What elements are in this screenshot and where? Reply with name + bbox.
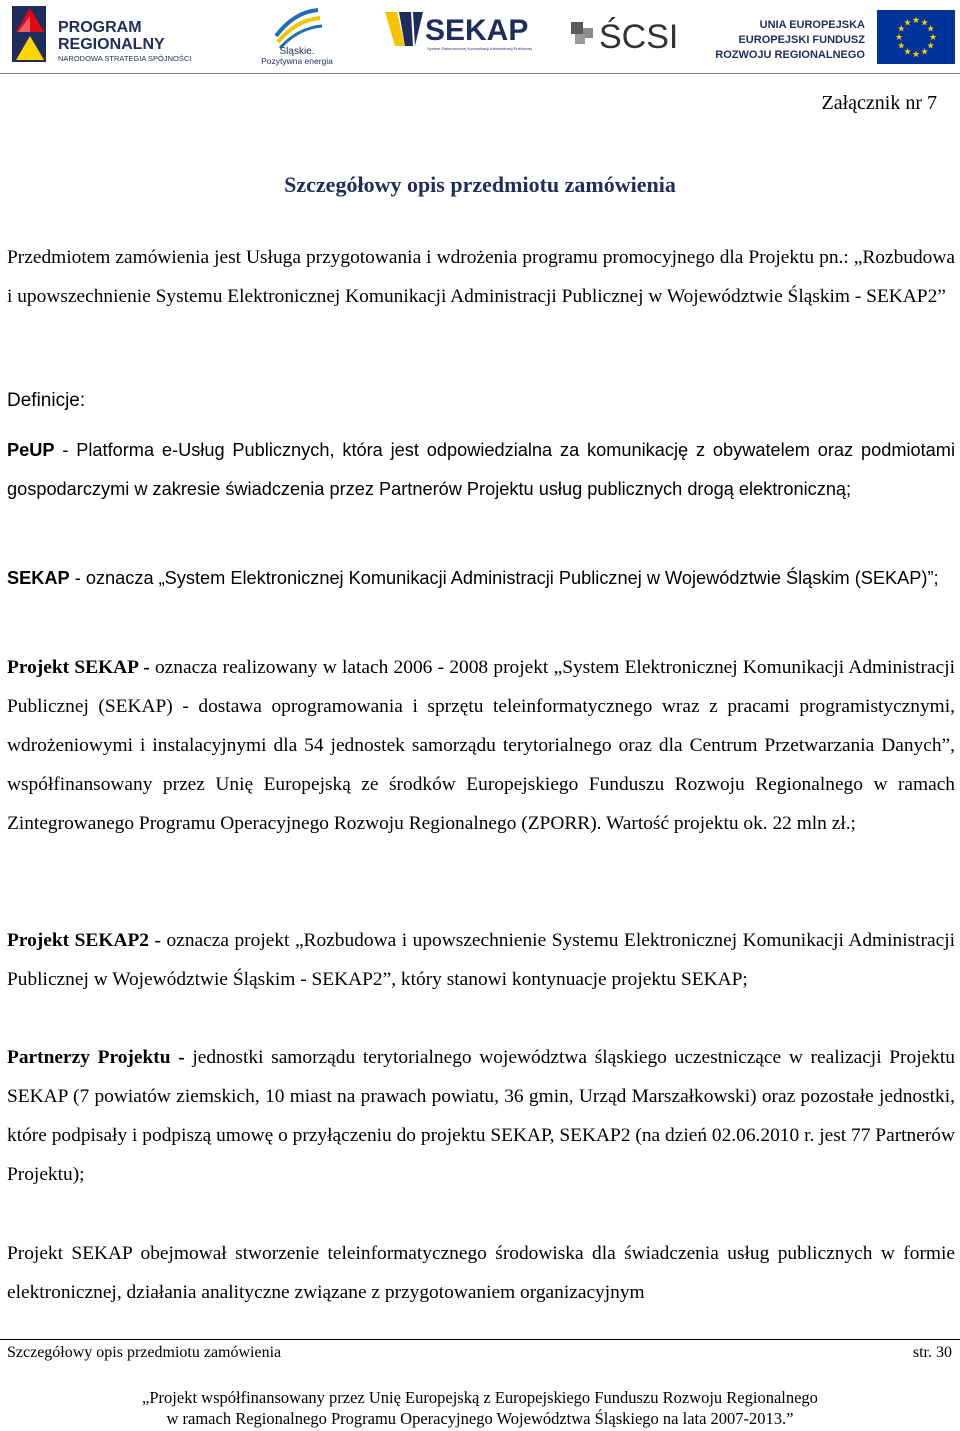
svg-text:System Elektronicznej Komunika: System Elektronicznej Komunikacji Administracji Publicznej — [427, 46, 532, 51]
definition-text: oznacza realizowany w latach 2006 - 2008 projekt „System Elektronicznej Komunikacji Administracji Publicznej (SEKAP) - dostawa oprogramowania i sprzętu teleinformatycznego wraz z pracami programistycznymi, wdrożeniowymi i instalacyjnymi dla 54 jednostek samorządu terytorialnego oraz dla Centrum Przetwarzania Danych”, współfinansowany przez Unię Europejską ze środków Europejskiego Funduszu Rozwoju Regionalnego w ramach Zintegrowanego Programu Operacyjnego Rozwoju Regionalnego (ZPORR). Wartość projektu ok. 22 mln zł.; — [7, 657, 955, 834]
eu-star-icon: ★ — [928, 33, 938, 43]
svg-text:UNIA EUROPEJSKA: UNIA EUROPEJSKA — [759, 19, 865, 31]
definition-projekt-sekap2 — [7, 921, 955, 999]
svg-text:Śląskie.: Śląskie. — [279, 46, 315, 57]
eu-star-icon: ★ — [911, 16, 921, 26]
eu-star-icon: ★ — [920, 47, 929, 58]
definitions-heading: Definicje: — [7, 390, 86, 411]
eu-star-icon: ★ — [926, 41, 935, 52]
eu-star-icon: ★ — [894, 33, 904, 43]
cofinancing-note-line2: w ramach Regionalnego Programu Operacyjnego Województwa Śląskiego na lata 2007-2013.” — [166, 1409, 794, 1428]
document-title: Szczegółowy opis przedmiotu zamówienia — [284, 172, 676, 197]
slaskie-logo — [254, 2, 340, 66]
svg-text:ROZWOJU REGIONALNEGO: ROZWOJU REGIONALNEGO — [715, 49, 865, 61]
svg-text:Pozytywna energia: Pozytywna energia — [261, 56, 333, 66]
definition-sekap — [7, 559, 955, 598]
eu-star-icon: ★ — [897, 41, 906, 52]
footer-title: Szczegółowy opis przedmiotu zamówienia — [7, 1344, 282, 1361]
definition-text: jednostki samorządu terytorialnego województwa śląskiego uczestniczące w realizacji Projektu SEKAP (7 powiatów ziemskich, 10 miast na prawach powiatu, 36 gmin, Urząd Marszałkowski) oraz pozostałe jednostki, które podpisały i podpiszą umowę o przyłączeniu do projektu SEKAP, SEKAP2 (na dzień 02.06.2010 r. jest 77 Partnerów Projektu); — [7, 1047, 955, 1185]
definition-term: Partnerzy Projektu - — [7, 1047, 185, 1068]
eu-star-icon: ★ — [897, 24, 906, 35]
definition-partnerzy — [7, 1038, 955, 1194]
page-number: str. 30 — [912, 1344, 952, 1361]
definition-term: Projekt SEKAP2 - — [7, 930, 161, 951]
sekap-logo — [381, 2, 532, 66]
scsi-logo — [569, 2, 709, 66]
eu-star-icon: ★ — [903, 18, 912, 29]
svg-text:EUROPEJSKI FUNDUSZ: EUROPEJSKI FUNDUSZ — [738, 34, 865, 46]
eu-logo — [715, 2, 957, 66]
cofinancing-note-line1: „Projekt współfinansowany przez Unię Europejską z Europejskiego Funduszu Rozwoju Regionalnego — [142, 1388, 818, 1407]
closing-paragraph: Projekt SEKAP obejmował stworzenie teleinformatycznego środowiska dla świadczenia usług publicznych w formie elektronicznej, działania analityczne związane z przygotowaniem organizacyjnym — [7, 1243, 955, 1303]
eu-star-icon: ★ — [903, 47, 912, 58]
eu-star-icon: ★ — [926, 24, 935, 35]
definition-term: Projekt SEKAP - — [7, 657, 150, 678]
definition-term: PeUP — [7, 440, 55, 460]
svg-text:NARODOWA STRATEGIA SPÓJNOŚCI: NARODOWA STRATEGIA SPÓJNOŚCI — [58, 54, 192, 63]
svg-text:ŚCSI: ŚCSI — [599, 18, 679, 56]
eu-star-icon: ★ — [920, 18, 929, 29]
definition-text: oznacza projekt „Rozbudowa i upowszechnienie Systemu Elektronicznej Komunikacji Administracji Publicznej w Województwie Śląskim - SEKAP2”, który stanowi kontynuacje projektu SEKAP; — [7, 930, 955, 990]
definition-peup — [7, 431, 955, 509]
definition-projekt-sekap — [7, 648, 955, 843]
annex-number: Załącznik nr 7 — [821, 92, 937, 114]
program-regionalny-logo — [6, 2, 202, 66]
definition-text: - Platforma e-Usług Publicznych, która jest odpowiedzialna za komunikację z obywatelem oraz podmiotami gospodarczymi w zakresie świadczenia przez Partnerów Projektu usług publicznych drogą elektroniczną; — [7, 440, 955, 499]
definition-term: SEKAP — [7, 568, 70, 588]
header-logos — [0, 0, 960, 72]
eu-star-icon: ★ — [911, 50, 921, 60]
svg-text:PROGRAM: PROGRAM — [58, 19, 142, 36]
footer-divider — [0, 1339, 960, 1340]
intro-paragraph: Przedmiotem zamówienia jest Usługa przygotowania i wdrożenia programu promocyjnego dla Projektu pn.: „Rozbudowa i upowszechnienie Systemu Elektronicznej Komunikacji Administracji Publicznej w Województwie Śląskim - SEKAP2” — [7, 247, 955, 307]
cofinancing-note — [0, 1387, 960, 1429]
header-divider — [0, 73, 960, 74]
svg-text:REGIONALNY: REGIONALNY — [58, 36, 165, 53]
definition-text: - oznacza „System Elektronicznej Komunikacji Administracji Publicznej w Województwie Śląskim (SEKAP)”; — [69, 568, 939, 588]
svg-text:SEKAP: SEKAP — [425, 14, 529, 47]
